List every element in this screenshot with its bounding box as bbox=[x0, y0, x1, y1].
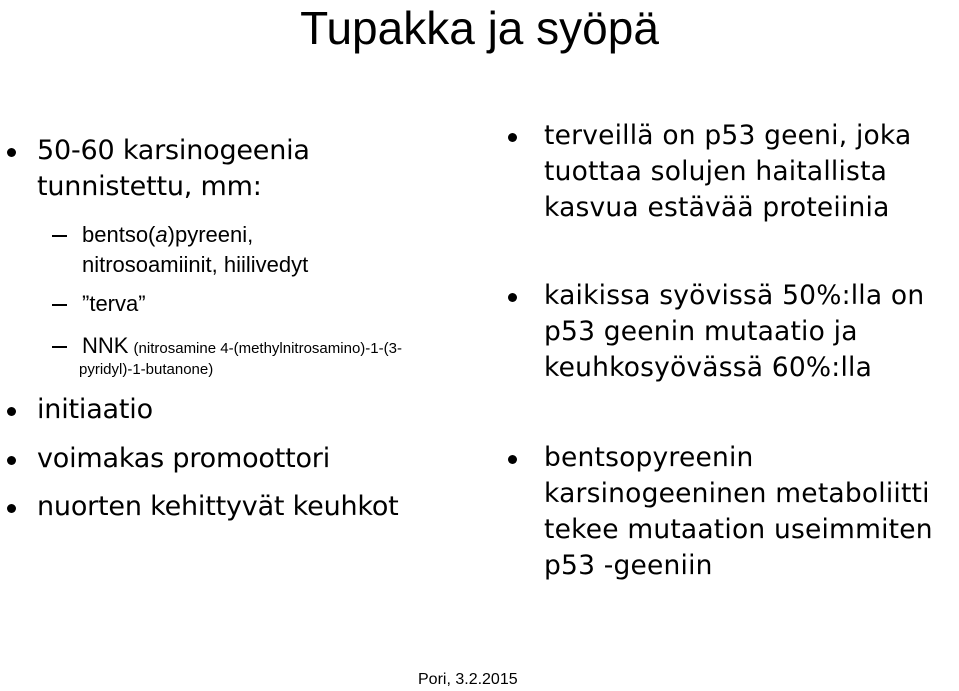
bullet-icon bbox=[508, 133, 517, 142]
right-item-p53-gene-line3: kasvua estävää proteiinia bbox=[544, 192, 890, 223]
sub-item-nnk-detail: (nitrosamine 4-(methylnitrosamino)-1-(3- bbox=[133, 340, 402, 357]
left-item-promoottori: voimakas promoottori bbox=[37, 443, 331, 474]
right-item-benzopyrene-line2: karsinogeeninen metaboliitti bbox=[544, 478, 930, 509]
sub-item-nnk-line2: pyridyl)-1-butanone) bbox=[79, 361, 214, 378]
left-item-keuhkot: nuorten kehittyvät keuhkot bbox=[37, 491, 399, 522]
dash-icon bbox=[52, 304, 67, 306]
slide-footer: Pori, 3.2.2015 bbox=[418, 671, 518, 688]
right-item-benzopyrene-line1: bentsopyreenin bbox=[544, 442, 754, 473]
sub-item-benzopyrene bbox=[82, 220, 308, 280]
left-column bbox=[0, 0, 470, 691]
right-item-p53-gene-line2: tuottaa solujen haitallista bbox=[544, 156, 888, 187]
sub-item-benzopyrene-line2: nitrosoamiinit, hiilivedyt bbox=[82, 252, 309, 277]
sub-item-nnk-main: NNK bbox=[82, 333, 129, 358]
right-column bbox=[490, 0, 959, 691]
bullet-icon bbox=[7, 407, 16, 416]
bullet-icon bbox=[7, 456, 16, 465]
sub-item-terva: ”terva” bbox=[82, 291, 146, 316]
bullet-icon bbox=[7, 504, 16, 513]
right-item-mutation-rate-line2: p53 geenin mutaatio ja bbox=[544, 316, 858, 347]
right-item-p53-gene bbox=[544, 118, 911, 226]
right-item-mutation-rate bbox=[544, 278, 924, 386]
slide-title: Tupakka ja syöpä bbox=[300, 2, 659, 54]
right-item-benzopyrene-line4: p53 -geeniin bbox=[544, 550, 713, 581]
right-item-mutation-rate-line1: kaikissa syövissä 50%:lla on bbox=[544, 280, 925, 311]
left-item-carcinogens bbox=[37, 133, 310, 205]
right-item-mutation-rate-line3: keuhkosyövässä 60%:lla bbox=[544, 352, 873, 383]
bullet-icon bbox=[508, 293, 517, 302]
dash-icon bbox=[52, 346, 67, 348]
right-item-p53-gene-line1: terveillä on p53 geeni, joka bbox=[544, 120, 912, 151]
bullet-icon bbox=[7, 148, 16, 157]
dash-icon bbox=[52, 235, 67, 237]
right-item-benzopyrene bbox=[544, 440, 933, 584]
left-item-carcinogens-line2: tunnistettu, mm: bbox=[37, 171, 262, 202]
left-item-initiaatio: initiaatio bbox=[37, 394, 153, 425]
right-item-benzopyrene-line3: tekee mutaation useimmiten bbox=[544, 514, 933, 545]
left-item-carcinogens-line1: 50-60 karsinogeenia bbox=[37, 135, 310, 166]
sub-item-benzopyrene-line1: bentso(a)pyreeni, bbox=[82, 222, 254, 247]
bullet-icon bbox=[508, 455, 517, 464]
